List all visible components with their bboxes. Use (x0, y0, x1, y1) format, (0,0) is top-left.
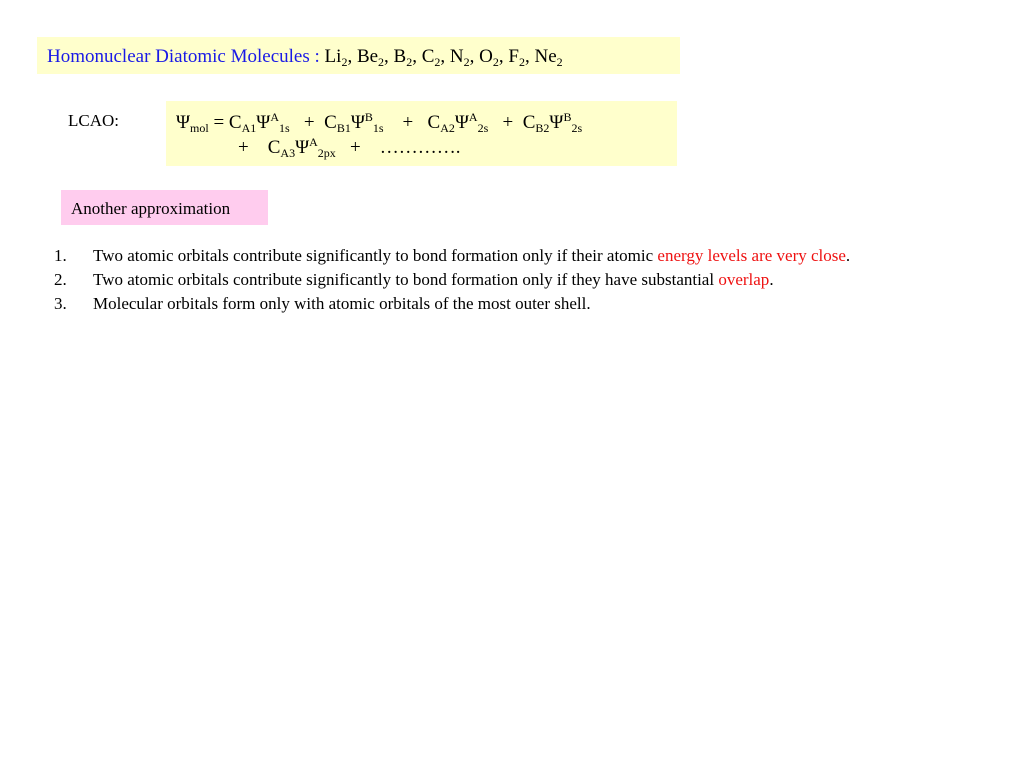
title-text: Homonuclear Diatomic Molecules : (47, 46, 325, 67)
list-highlight: energy levels are very close (657, 246, 846, 265)
molecule-c: $C_2$, (421, 46, 450, 69)
equals-sign: = (208, 112, 229, 133)
equation-line-2 (176, 137, 677, 162)
ellipsis: …………. (379, 137, 461, 158)
psi-symbol: Ψ (176, 112, 191, 133)
title-box (37, 37, 680, 74)
molecule-be: $Be_2$, (356, 46, 394, 69)
lcao-equation-box (166, 101, 677, 166)
psi-mol-subscript: mol (190, 121, 209, 135)
approximation-list (54, 246, 850, 318)
approximation-box (61, 190, 268, 225)
equation-term: $C_{A2}\Psi^A_{2s}$ (427, 110, 489, 135)
list-highlight: overlap (718, 270, 770, 289)
list-tail: . (845, 246, 851, 265)
title-molecules (325, 46, 563, 67)
list-item (54, 294, 850, 318)
molecule-o: $O_2$, (479, 46, 509, 69)
plus-sign: + (402, 112, 414, 133)
molecule-n: $N_2$, (449, 46, 480, 69)
equation-term: $C_{B2}\Psi^B_{2s}$ (522, 110, 583, 135)
list-item (54, 246, 850, 270)
equation-term: $C_{B1}\Psi^B_{1s}$ (324, 110, 384, 135)
list-number: 3. (54, 294, 67, 313)
lcao-label: LCAO: (68, 111, 119, 130)
plus-sign: + (350, 137, 361, 158)
list-text: Two atomic orbitals contribute significantly to bond formation only if they have substantial (93, 270, 719, 289)
list-item (54, 270, 850, 294)
plus-sign: + (303, 112, 315, 133)
list-text: Molecular orbitals form only with atomic orbitals of the most outer shell. (93, 294, 591, 313)
list-number: 1. (54, 246, 67, 265)
molecule-f: $F_2$, (508, 46, 535, 69)
molecule-li: $Li_2$, (324, 46, 357, 69)
approximation-label: Another approximation (71, 199, 231, 218)
molecule-ne: $Ne_2$ (534, 46, 563, 69)
equation-term: $C_{A1}\Psi^A_{1s}$ (228, 110, 290, 135)
list-text: Two atomic orbitals contribute significantly to bond formation only if their atomic (93, 246, 658, 265)
plus-sign: + (238, 137, 249, 158)
list-tail: . (769, 270, 774, 289)
list-number: 2. (54, 270, 67, 289)
plus-sign: + (502, 112, 514, 133)
equation-line-1 (176, 112, 677, 137)
equation-term: $C_{A3}\Psi^A_{2px}$ (267, 135, 336, 160)
molecule-b: $B_2$, (393, 46, 422, 69)
